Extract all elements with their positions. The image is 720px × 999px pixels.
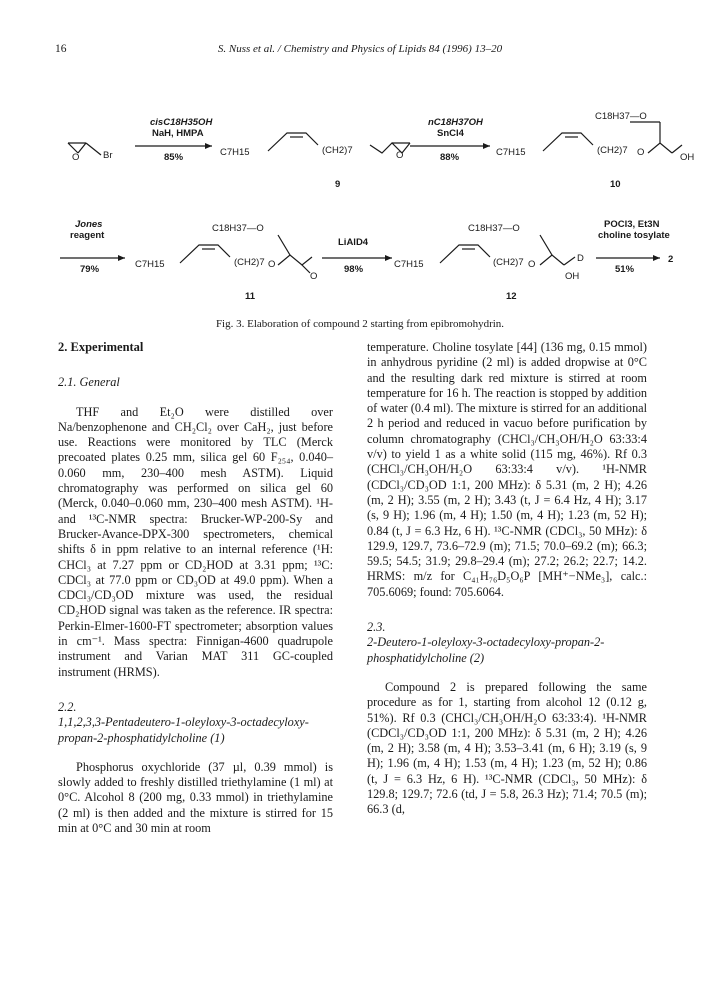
yield-label: 51%: [615, 264, 635, 275]
left-column: [58, 340, 333, 836]
alkyl-label: C7H15: [220, 147, 250, 158]
alkyl-chain-label: C18H37—O: [468, 223, 520, 234]
hydroxyl-label: OH: [680, 152, 695, 163]
reagent-label: NaH, HMPA: [152, 128, 204, 139]
figure-caption: Fig. 3. Elaboration of compound 2 starting from epibromohydrin.: [215, 318, 505, 330]
chain-label: (CH2)7: [493, 257, 524, 268]
alkyl-chain-label: C18H37—O: [212, 223, 264, 234]
body-paragraph: THF and Et₂O were distilled over Na/benzophenone and CH₂Cl₂ over CaH₂, just before use. Reactions were monitored by TLC (Merck precoated plates 0.25 mm, silica gel 60 F₂₅₄, 0.040–0.060 mm, 230–400 mesh ASTM). Liquid chromatography was performed on silica gel 60 (Merck, 0.040–0.060 mm, 230–400 mesh ASTM). ¹H- and ¹³C-NMR spectra: Brucker-WP-200-Sy and Brucker-Avance-DPX-300 spectrometers, chemical shifts δ in ppm relative to an internal reference (¹H: CHCl₃ at 7.27 ppm or CD₂HOD at 3.31 ppm; ¹³C: CDCl₃ at 77.0 ppm or CD₃OD at 49.0 ppm). When a CDCl₃/CD₃OD mixture was used, the residual CD₂HOD signal was taken as the reference. IR spectra: Perkin-Elmer-1600-FT spectrometer; absorption values in cm⁻¹. Mass spectra: Finnigan-4600 quadrupole instrument and Varian MAT 311 GC-coupled instrument (HRMS).: [58, 404, 333, 679]
body-paragraph: temperature. Choline tosylate [44] (136 mg, 0.15 mmol) in anhydrous pyridine (2 ml) is added dropwise at 0°C and the resulting dark red mixture is stirred at room temperature for 16 h. The reaction is stopped by addition of water (0.4 ml). The mixture is stirred for an additional 2 h period and reduced in vacuo before purification by column chromatography (CHCl₃/CH₃OH/H₂O 63:33:4 v/v) to yield 1 as a white solid (115 mg, 46%). Rf 0.3 (CHCl₃/CH₃OH/H₂O 63:33:4 v/v). ¹H-NMR (CDCl₃/CD₃OD 1:1, 200 MHz): δ 5.31 (m, 2 H); 4.26 (m, 2 H); 3.55 (m, 2 H); 3.43 (t, J = 6.4 Hz, 4 H); 3.17 (s, 9 H); 1.96 (m, 4 H); 1.50 (m, 4 H); 1.23 (m, 52 H); 0.84 (t, J = 6.3 Hz, 6 H). ¹³C-NMR (CDCl₃, 50 MHz): δ 129.9, 129.7, 73.6–72.9 (m); 71.5; 70.0–69.2 (m); 66.3; 59.5; 54.5; 31.9; 29.8–29.4 (m); 27.2; 26.2; 22.7; 14.2. HRMS: m/z for C₄₁H₇₆D₅O₆P [MH⁺−NMe₃], calc.: 705.6069; found: 705.6064.: [367, 340, 647, 599]
chain-label: (CH2)7: [234, 257, 265, 268]
yield-label: 79%: [80, 264, 100, 275]
reagent-label: Jones: [75, 219, 103, 230]
yield-label: 98%: [344, 264, 364, 275]
reagent-label: reagent: [70, 230, 105, 241]
alkyl-label: C7H15: [135, 259, 165, 270]
body-paragraph: Compound 2 is prepared following the same procedure as for 1, starting from alcohol 12 (0.12 g, 51%). Rf 0.3 (CHCl₃/CH₃OH/H₂O 63:33:4). ¹H-NMR (CDCl₃/CD₃OD 1:1, 200 MHz): δ 5.31 (m, 2 H); 4.26 (m, 2 H); 3.58 (m, 4 H); 3.53–3.41 (m, 6 H); 3.19 (s, 9 H); 1.96 (m, 4 H); 1.53 (m, 4 H); 1.23 (m, 52 H); 0.86 (t, J = 6.3 Hz, 6 H). ¹³C-NMR (CDCl₃, 50 MHz): δ 129.8; 129.7; 72.6 (td, J = 5.8, 26.3 Hz); 71.4; 70.5 (m); 66.3 (d,: [367, 679, 647, 817]
compound-number: 10: [610, 179, 621, 190]
reaction-scheme: [0, 95, 720, 310]
chain-label: (CH2)7: [322, 145, 353, 156]
alkyl-label: C7H15: [394, 259, 424, 270]
oxygen-label: O: [72, 152, 80, 163]
compound-number: 11: [245, 291, 256, 302]
subsection-title: 2.1. General: [58, 375, 120, 390]
subsection-title: 2-Deutero-1-oleyloxy-3-octadecyloxy-propan-2-phosphatidylcholine (2): [367, 635, 605, 665]
oxygen-label: O: [310, 271, 318, 282]
reagent-label: SnCl4: [437, 128, 464, 139]
product-number: 2: [668, 254, 674, 265]
oxygen-label: O: [268, 259, 276, 270]
deuterium-label: D: [577, 253, 584, 264]
oxygen-label: O: [396, 150, 404, 161]
subsection-number: 2.2.: [58, 699, 77, 714]
alkyl-label: C7H15: [496, 147, 526, 158]
subsection-title: 1,1,2,3,3-Pentadeutero-1-oleyloxy-3-octadecyloxy-propan-2-phosphatidylcholine (1): [58, 715, 309, 745]
yield-label: 85%: [164, 152, 184, 163]
chain-label: (CH2)7: [597, 145, 628, 156]
reagent-label: LiAlD4: [338, 237, 369, 248]
oxygen-label: O: [528, 259, 536, 270]
subsection-number: 2.3.: [367, 620, 386, 635]
body-paragraph: Phosphorus oxychloride (37 µl, 0.39 mmol) is slowly added to freshly distilled triethylamine (1 ml) at 0°C. Alcohol 8 (200 mg, 0.33 mmol) in triethylamine (2 ml) is then added and the mixture is stirred for 15 min at 0°C and 30 min at room: [58, 759, 333, 836]
compound-number: 12: [506, 291, 517, 302]
running-head: S. Nuss et al. / Chemistry and Physics of Lipids 84 (1996) 13–20: [217, 43, 503, 55]
reagent-label: nC18H37OH: [428, 117, 483, 128]
yield-label: 88%: [440, 152, 460, 163]
bromine-label: Br: [103, 150, 113, 161]
hydroxyl-label: OH: [565, 271, 580, 282]
section-title: 2. Experimental: [58, 340, 144, 354]
alkyl-chain-label: C18H37—O: [595, 111, 647, 122]
reagent-label: cisC18H35OH: [150, 117, 213, 128]
page-number: 16: [55, 43, 67, 55]
reagent-label: choline tosylate: [598, 230, 670, 241]
compound-number: 9: [335, 179, 341, 190]
oxygen-label: O: [637, 147, 645, 158]
right-column: [367, 340, 647, 818]
reagent-label: POCl3, Et3N: [604, 219, 660, 230]
